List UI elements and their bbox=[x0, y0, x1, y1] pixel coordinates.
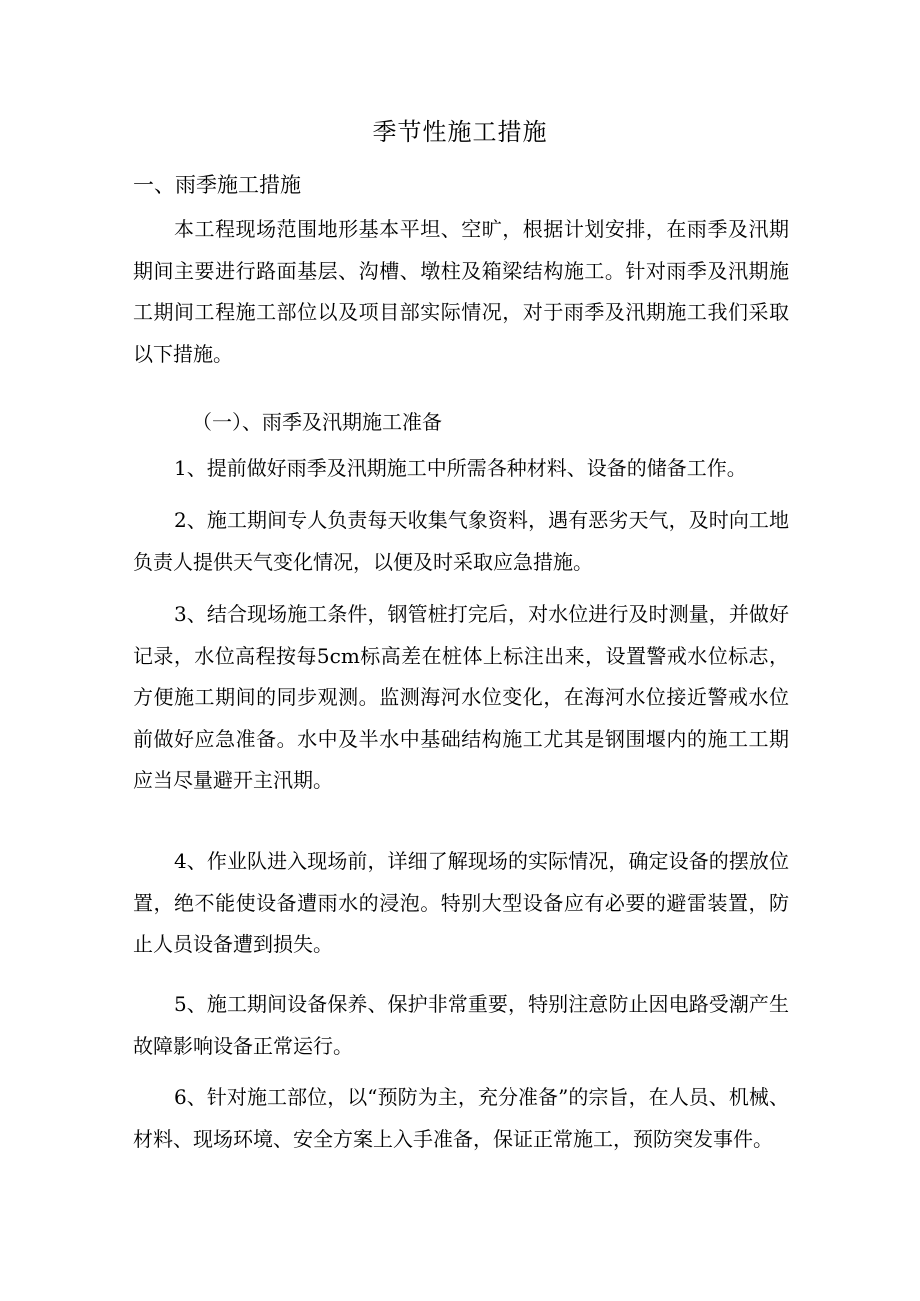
intro-paragraph: 本工程现场范围地形基本平坦、空旷，根据计划安排，在雨季及汛期期间主要进行路面基层、沟槽、墩柱及箱梁结构施工。针对雨季及汛期施工期间工程施工部位以及项目部实际情况，对于雨季及汛期施工我们采取以下措施。 bbox=[133, 217, 789, 366]
section-heading: 一、雨季施工措施 bbox=[133, 173, 301, 197]
list-item-4: 4、作业队进入现场前，详细了解现场的实际情况，确定设备的摆放位置，绝不能使设备遭雨水的浸泡。特别大型设备应有必要的避雷装置，防止人员设备遭到损失。 bbox=[133, 849, 789, 956]
list-item-1: 1、提前做好雨季及汛期施工中所需各种材料、设备的储备工作。 bbox=[174, 456, 747, 480]
list-item-5: 5、施工期间设备保养、保护非常重要，特别注意防止因电路受潮产生故障影响设备正常运行。 bbox=[133, 992, 789, 1058]
list-item-2: 2、施工期间专人负责每天收集气象资料，遇有恶劣天气，及时向工地负责人提供天气变化情况，以便及时采取应急措施。 bbox=[133, 508, 789, 574]
subsection-heading: （一）、雨季及汛期施工准备 bbox=[192, 410, 442, 434]
document-title: 季节性施工措施 bbox=[372, 118, 548, 146]
list-item-6: 6、针对施工部位，以“预防为主，充分准备”的宗旨，在人员、机械、材料、现场环境、安全方案上入手准备，保证正常施工，预防突发事件。 bbox=[133, 1085, 789, 1151]
list-item-3: 3、结合现场施工条件，钢管桩打完后，对水位进行及时测量，并做好记录，水位高程按每5cm标高差在桩体上标注出来，设置警戒水位标志，方便施工期间的同步观测。监测海河水位变化，在海河水位接近警戒水位前做好应急准备。水中及半水中基础结构施工尤其是钢围堰内的施工工期应当尽量避开主汛期。 bbox=[133, 602, 789, 792]
